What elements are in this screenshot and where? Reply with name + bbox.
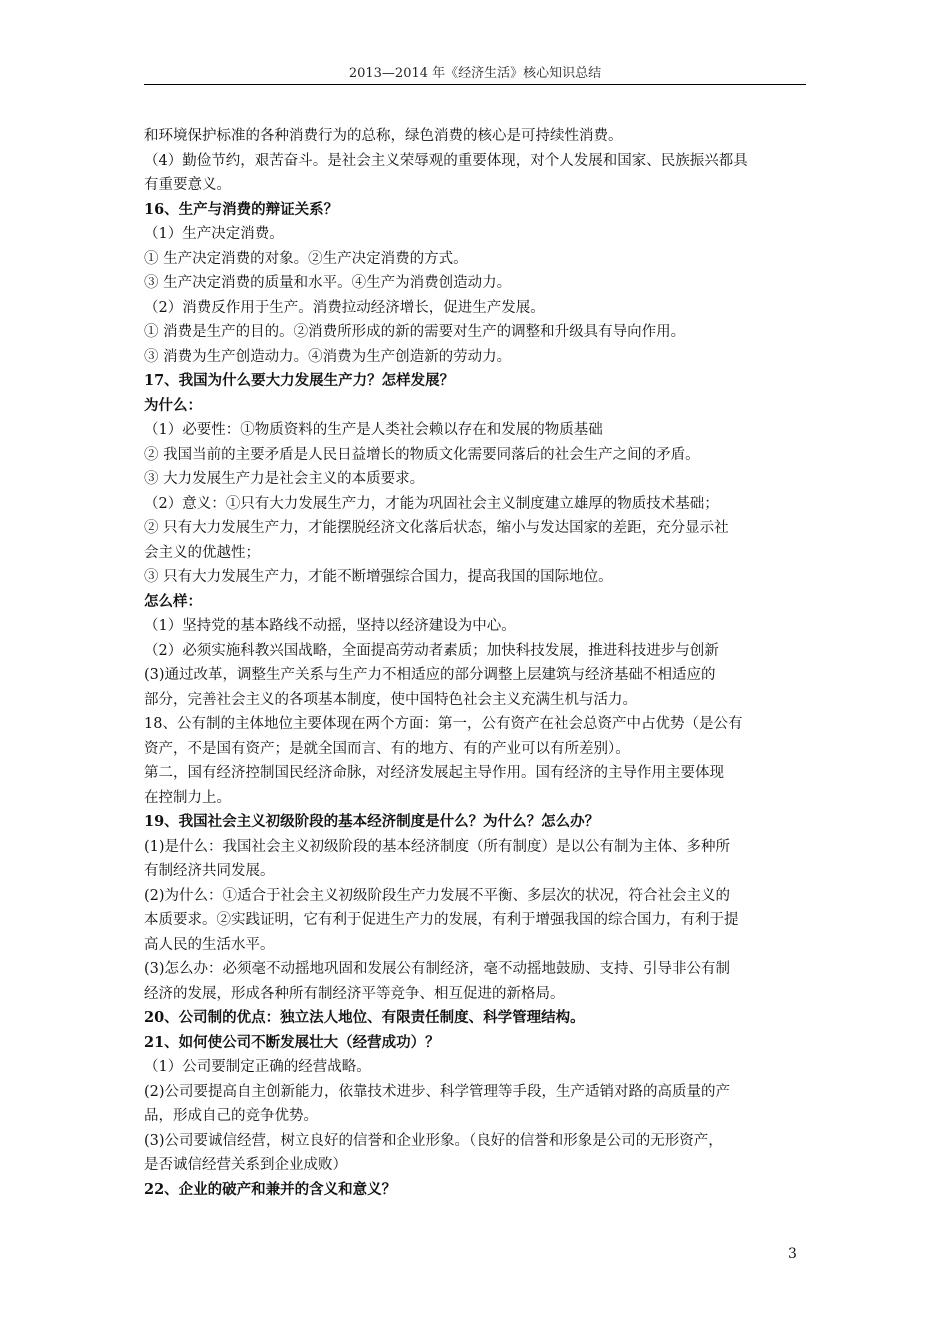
text-line: ③ 大力发展生产力是社会主义的本质要求。 [144, 471, 425, 487]
text-line: ③ 生产决定消费的质量和水平。④生产为消费创造动力。 [144, 275, 512, 291]
text-line: (1)是什么：我国社会主义初级阶段的基本经济制度（所有制度）是以公有制为主体、多种所 [144, 838, 731, 855]
header-rule [144, 84, 806, 85]
text-line: 品，形成自己的竞争优势。 [144, 1108, 318, 1124]
text-line: (2)公司要提高自主创新能力，依靠技术进步、科学管理等手段，生产适销对路的高质量的产 [144, 1083, 731, 1100]
text-line: 本质要求。②实践证明，它有利于促进生产力的发展，有利于增强我国的综合国力，有利于提 [144, 912, 739, 928]
text-line: （4）勤俭节约，艰苦奋斗。是社会主义荣辱观的重要体现，对个人发展和国家、民族振兴都具 [144, 152, 748, 169]
text-line: 经济的发展，形成各种所有制经济平等竞争、相互促进的新格局。 [144, 985, 565, 1002]
text-line: 第二，国有经济控制国民经济命脉，对经济发展起主导作用。国有经济的主导作用主要体现 [144, 765, 724, 781]
text-line: ① 消费是生产的目的。②消费所形成的新的需要对生产的调整和升级具有导向作用。 [144, 324, 686, 340]
text-line: （1）坚持党的基本路线不动摇，坚持以经济建设为中心。 [144, 618, 516, 634]
text-line: (2)为什么：①适合于社会主义初级阶段生产力发展不平衡、多层次的状况，符合社会主义的 [144, 887, 731, 904]
text-line: 部分，完善社会主义的各项基本制度，使中国特色社会主义充满生机与活力。 [144, 691, 637, 708]
text-line: 是否诚信经营关系到企业成败） [144, 1157, 347, 1173]
section-heading: 为什么： [144, 396, 202, 414]
text-line: 会主义的优越性； [144, 544, 260, 561]
page-number: 3 [788, 1246, 797, 1262]
document-body [144, 124, 806, 1202]
text-line: 在控制力上。 [144, 789, 231, 806]
section-heading: 20、公司制的优点：独立法人地位、有限责任制度、科学管理结构。 [144, 1009, 585, 1026]
text-line: ③ 只有大力发展生产力，才能不断增强综合国力，提高我国的国际地位。 [144, 569, 613, 585]
section-heading: 21、如何使公司不断发展壮大（经营成功）？ [144, 1033, 440, 1051]
text-line: (3)怎么办：必须毫不动摇地巩固和发展公有制经济，毫不动摇地鼓励、支持、引导非公有制 [144, 961, 731, 977]
text-line: （2）消费反作用于生产。消费拉动经济增长，促进生产发展。 [144, 299, 545, 316]
text-line: 资产，不是国有资产；是就全国而言、有的地方、有的产业可以有所差别）。 [144, 740, 630, 757]
text-line: ③ 消费为生产创造动力。④消费为生产创造新的劳动力。 [144, 348, 512, 365]
text-line: 有制经济共同发展。 [144, 863, 275, 879]
text-line: 和环境保护标准的各种消费行为的总称，绿色消费的核心是可持续性消费。 [144, 128, 623, 144]
text-line: 有重要意义。 [144, 177, 231, 193]
text-line: （1）生产决定消费。 [144, 226, 284, 242]
text-line: (3)通过改革，调整生产关系与生产力不相适应的部分调整上层建筑与经济基础不相适应的 [144, 667, 716, 683]
text-line: ② 只有大力发展生产力，才能摆脱经济文化落后状态，缩小与发达国家的差距，充分显示社 [144, 520, 729, 536]
section-heading: 19、我国社会主义初级阶段的基本经济制度是什么？为什么？怎么办？ [144, 813, 600, 830]
section-heading: 17、我国为什么要大力发展生产力？怎样发展？ [144, 372, 455, 389]
section-heading: 22、企业的破产和兼并的含义和意义？ [144, 1180, 397, 1198]
text-line: 高人民的生活水平。 [144, 936, 275, 953]
text-line: ① 生产决定消费的对象。②生产决定消费的方式。 [144, 250, 468, 267]
text-line: （2）必须实施科教兴国战略，全面提高劳动者素质；加快科技发展，推进科技进步与创新 [144, 642, 719, 659]
text-line: ② 我国当前的主要矛盾是人民日益增长的物质文化需要同落后的社会生产之间的矛盾。 [144, 446, 700, 463]
section-heading: 16、生产与消费的辩证关系？ [144, 200, 339, 218]
text-line: （1）公司要制定正确的经营战略。 [144, 1059, 371, 1075]
text-line: (3)公司要诚信经营，树立良好的信誉和企业形象。（良好的信誉和形象是公司的无形资产， [144, 1132, 723, 1149]
text-line: （1）必要性：①物质资料的生产是人类社会赖以存在和发展的物质基础 [144, 422, 603, 438]
text-line: 18、公有制的主体地位主要体现在两个方面：第一，公有资产在社会总资产中占优势（是公有 [144, 716, 743, 732]
section-heading: 怎么样： [144, 592, 202, 610]
page-header-title: 2013—2014 年《经济生活》核心知识总结 [348, 66, 602, 81]
text-line: （2）意义：①只有大力发展生产力，才能为巩固社会主义制度建立雄厚的物质技术基础； [144, 495, 719, 512]
